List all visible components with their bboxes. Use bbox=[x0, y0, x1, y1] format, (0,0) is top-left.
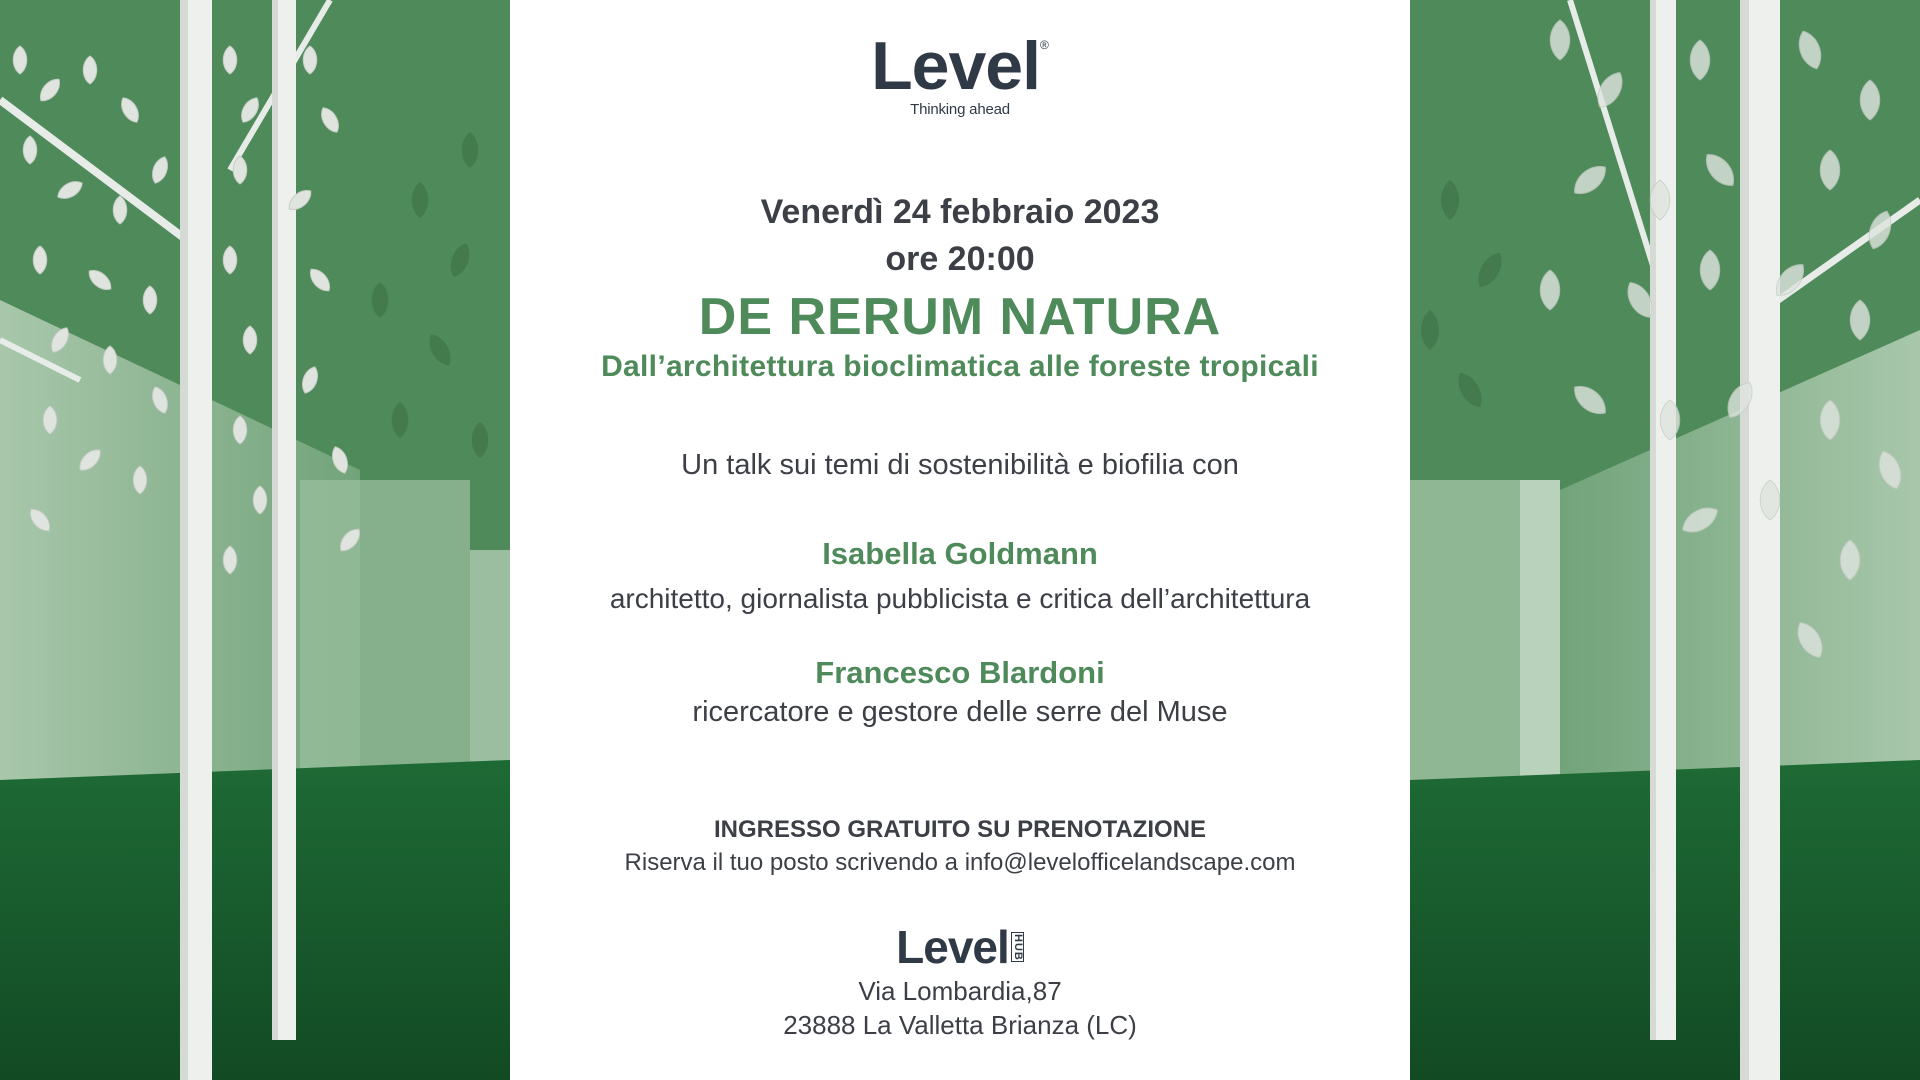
forest-illustration-right bbox=[1410, 0, 1920, 1080]
speaker-role: architetto, giornalista pubblicista e critica dell’architettura bbox=[609, 583, 1311, 614]
entry-heading: INGRESSO GRATUITO SU PRENOTAZIONE bbox=[713, 816, 1207, 843]
event-time: ore 20:00 bbox=[885, 240, 1035, 278]
level-hub-logo bbox=[510, 921, 1410, 973]
left-forest-illustration bbox=[0, 0, 510, 1080]
event-title: DE RERUM NATURA bbox=[698, 288, 1222, 346]
forest-illustration-left bbox=[0, 0, 510, 1080]
hub-logo-tag: HUB bbox=[1011, 933, 1024, 961]
speaker-role: ricercatore e gestore delle serre del Muse bbox=[692, 696, 1228, 728]
speaker-name: Isabella Goldmann bbox=[822, 536, 1098, 571]
registered-mark: ® bbox=[1040, 38, 1049, 52]
level-logo bbox=[510, 28, 1410, 104]
event-subtitle: Dall’architettura bioclimatica alle foreste tropicali bbox=[601, 350, 1319, 383]
right-forest-illustration bbox=[1410, 0, 1920, 1080]
address-city: 23888 La Valletta Brianza (LC) bbox=[783, 1010, 1137, 1040]
hub-logo-wordmark: Level bbox=[896, 921, 1009, 973]
logo-wordmark: Level bbox=[871, 28, 1041, 104]
logo-tagline: Thinking ahead bbox=[910, 101, 1010, 118]
address-street: Via Lombardia,87 bbox=[858, 976, 1062, 1006]
talk-intro: Un talk sui temi di sostenibilità e biofilia con bbox=[681, 449, 1239, 481]
reservation-text: Riserva il tuo posto scrivendo a info@levelofficelandscape.com bbox=[624, 849, 1296, 876]
event-card bbox=[510, 0, 1410, 1080]
event-date: Venerdì 24 febbraio 2023 bbox=[760, 193, 1160, 231]
speaker-name: Francesco Blardoni bbox=[815, 655, 1105, 690]
